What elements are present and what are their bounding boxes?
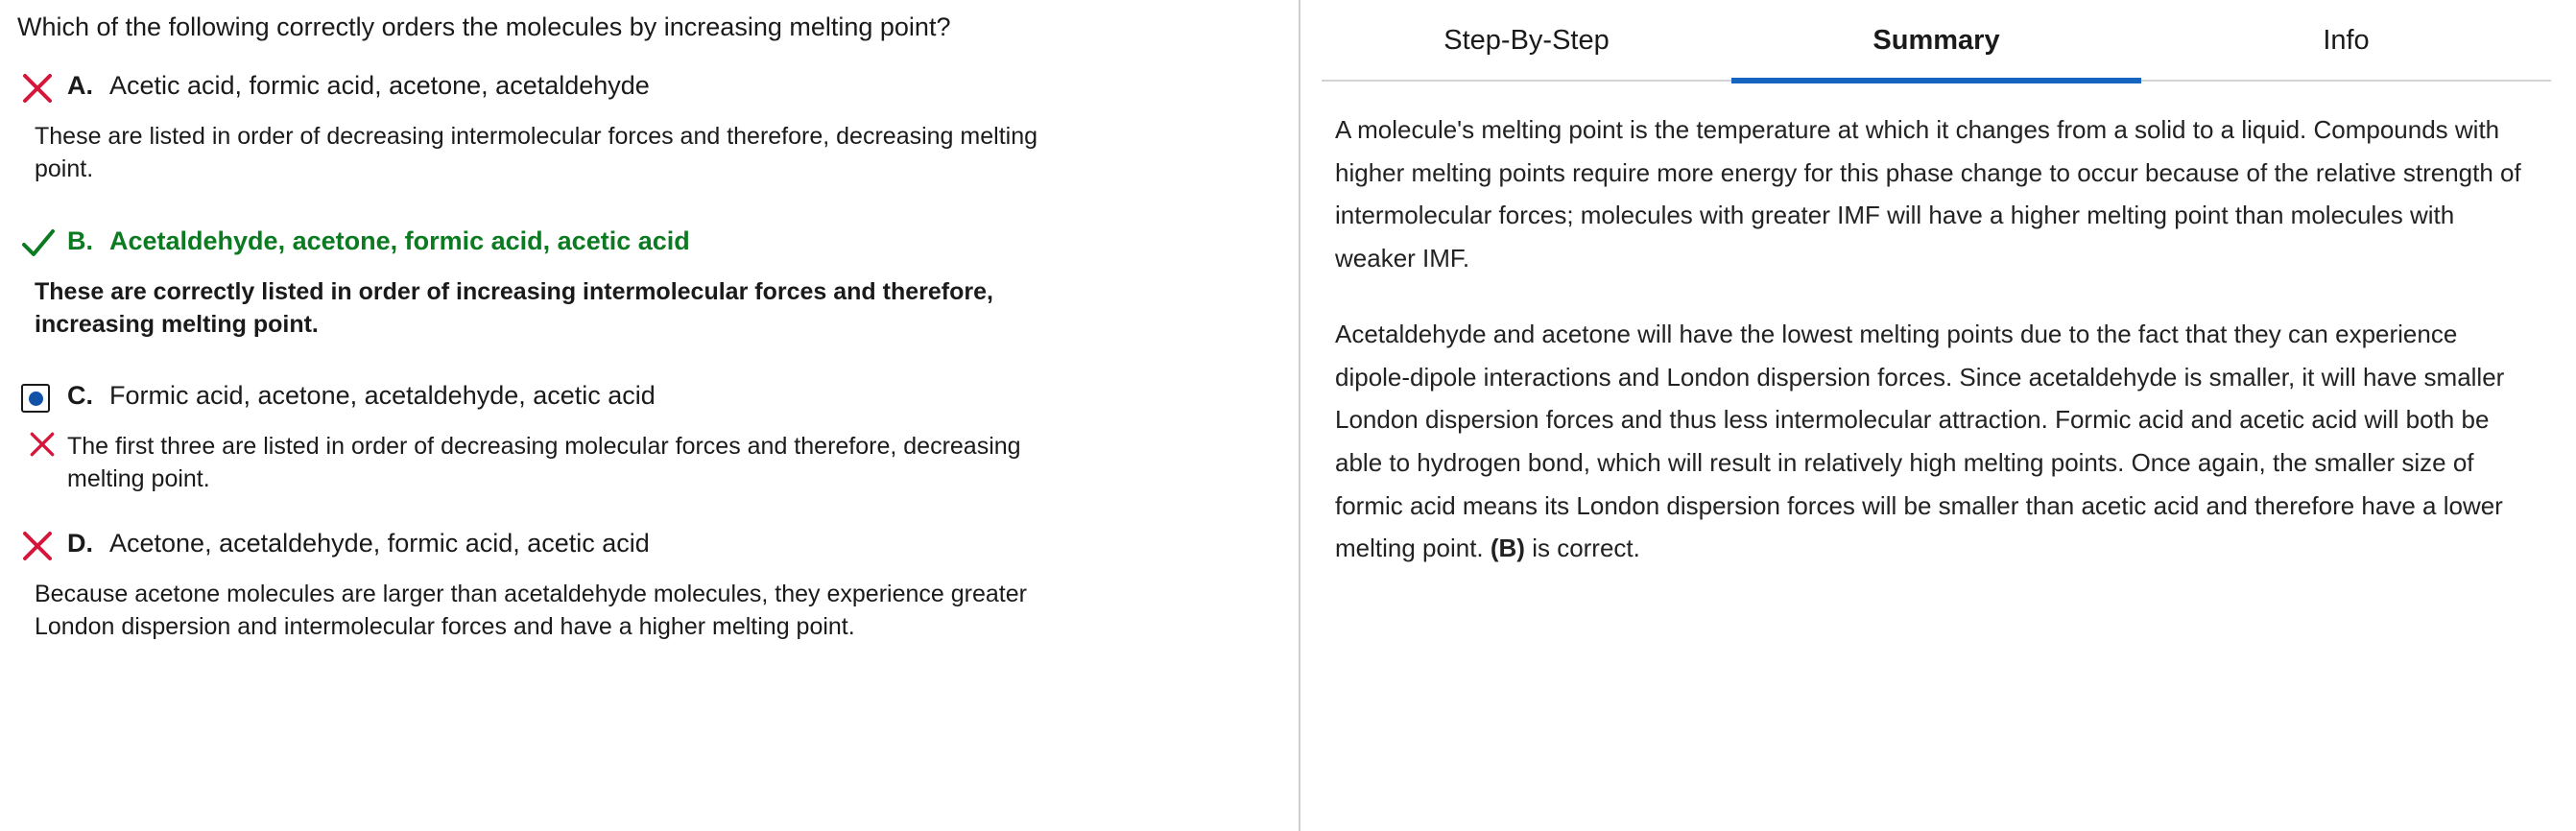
choice-a-marker [17,69,67,107]
choice-d-text: Acetone, acetaldehyde, formic acid, acetic acid [109,528,650,558]
choice-a-line [67,69,1260,103]
summary-paragraph-2-part2: is correct. [1524,534,1640,563]
choice-c-marker[interactable] [17,379,67,417]
summary-content [1300,82,2576,570]
choice-c-text: Formic acid, acetone, acetaldehyde, acetic acid [109,381,656,411]
explanation-panel [1300,0,2576,831]
choice-b-marker [17,225,67,263]
choice-a-body [67,69,1260,103]
choice-a-feedback: These are listed in order of decreasing intermolecular forces and therefore, decreasing melting point. [35,123,1038,183]
choice-b-letter: B. [67,226,93,255]
summary-paragraph-1: A molecule's melting point is the temperature at which it changes from a solid to a liquid. Compounds with higher melting points require more energy for this phase change to occur because of the relative strength of intermolecular forces; molecules with greater IMF will have a higher melting point than molecules with weaker IMF. [1335,115,2521,273]
spacer-a-b [17,186,1260,225]
radio-selected-icon[interactable] [21,384,50,413]
choice-c-feedback-row [17,431,1044,496]
choice-a[interactable] [17,69,1260,107]
summary-paragraph-2-part1: Acetaldehyde and acetone will have the lowest melting points due to the fact that they can experience dipole-dipole interactions and London dispersion forces. Since acetaldehyde is smaller, it will have smaller London dispersion forces and thus less intermolecular attraction. Formic acid and acetic acid will both be able to hydrogen bond, which will result in relatively high melting points. Once again, the smaller size of formic acid means its London dispersion forces will be smaller than acetic acid and therefore have a lower melting point. [1335,319,2505,563]
choice-d[interactable] [17,527,1260,565]
choice-c-feedback-marker [17,431,67,458]
choice-c-line [67,379,1260,413]
check-icon [21,228,56,259]
summary-paragraph-2 [1335,313,2538,570]
choice-d-line [67,527,1260,560]
spacer-b-c [17,341,1260,379]
radio-dot [29,392,43,406]
choice-d-marker [17,527,67,565]
x-icon [21,72,54,105]
explanation-tabs [1322,0,2551,82]
choice-c-feedback: The first three are listed in order of decreasing molecular forces and therefore, decreasing melting point. [67,433,1021,493]
choice-d-letter: D. [67,528,93,558]
choice-b-line [67,225,1260,258]
choice-a-letter: A. [67,71,93,101]
choice-b-body [67,225,1260,258]
choice-a-text: Acetic acid, formic acid, acetone, acetaldehyde [109,71,650,101]
tab-step-by-step[interactable]: Step-By-Step [1443,25,1610,56]
choice-c-body [67,379,1260,413]
choice-b[interactable] [17,225,1260,263]
choice-b-text: Acetaldehyde, acetone, formic acid, acetic acid [109,226,690,255]
spacer-c-d [17,496,1260,527]
tab-summary[interactable]: Summary [1731,0,2141,82]
choice-c-letter: C. [67,381,93,411]
summary-answer-label: (B) [1490,534,1525,563]
choice-c[interactable] [17,379,1260,417]
x-icon [29,431,56,458]
x-icon [21,530,54,562]
choice-d-body [67,527,1260,560]
question-stem: Which of the following correctly orders the molecules by increasing melting point? [17,12,951,41]
choice-d-feedback: Because acetone molecules are larger than acetaldehyde molecules, they experience greater London dispersion and intermolecular forces and have a higher melting point. [35,580,1027,640]
tab-info[interactable]: Info [2323,25,2370,56]
choice-b-feedback: These are correctly listed in order of increasing intermolecular forces and therefore, increasing melting point. [35,277,993,338]
